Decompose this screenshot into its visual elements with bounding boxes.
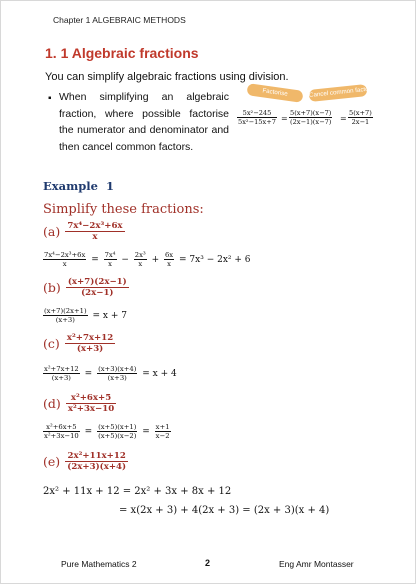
factorise-label: Factorise xyxy=(246,83,303,103)
factorise-diagram xyxy=(237,85,377,145)
bullet-text: When simplifying an algebraic fraction, where possible factorise the numerator and denominator and then cancel common factors. xyxy=(59,91,229,153)
part-b-working: $\frac{(x+7)(2x+1)}{(x+3)}$ = x + 7 xyxy=(44,307,127,324)
diagram-fraction-2: $\frac{5(x+7)(x-7)}{(2x-1)(x-7)}$ xyxy=(290,109,332,126)
diagram-equals: = xyxy=(281,114,288,123)
example-heading: Example 1 xyxy=(43,179,114,193)
section-title: 1. 1 Algebraic fractions xyxy=(45,45,199,61)
cancel-factor-label: Cancel common factor xyxy=(309,84,368,102)
part-a-question: (a) $\frac{\text{7x⁴−2x³+6x}}{x}$ xyxy=(43,221,123,242)
part-b-question: (b) $\frac{(x+7)(2x-1)}{(2x-1)}$ xyxy=(43,277,127,298)
bullet-icon: ▪ xyxy=(48,93,52,104)
part-c-working: $\frac{\text{x²+7x+12}}{(x+3)}$ = $\frac{(x+3)(x+4)}{(x+3)}$ = x + 4 xyxy=(44,365,177,382)
part-d-working: $\frac{\text{x²+6x+5}}{\text{x²+3x−10}}$ = $\frac{(x+5)(x+1)}{(x+5)(x-2)}$ = $\frac{x+1}{x-2}$ xyxy=(44,423,170,440)
chapter-header: Chapter 1 ALGEBRAIC METHODS xyxy=(53,15,186,25)
part-a-working: $\frac{\text{7x⁴−2x³+6x}}{x}$ = $\frac{\text{7x⁴}}{x}$ − $\frac{\text{2x³}}{x}$ + $\frac{6x}{x}$ = 7x³ − 2x² + 6 xyxy=(44,251,251,268)
intro-text: You can simplify algebraic fractions using division. xyxy=(45,71,289,83)
part-c-question: (c) $\frac{\text{x²+7x+12}}{(x+3)}$ xyxy=(43,333,114,354)
task-text: Simplify these fractions: xyxy=(43,202,204,217)
footer-author: Eng Amr Montasser xyxy=(279,559,354,569)
footer-page-number: 2 xyxy=(205,558,211,568)
part-e-working-line-2: = x(2x + 3) + 4(2x + 3) = (2x + 3)(x + 4) xyxy=(119,505,330,516)
diagram-fraction-1: $\frac{\text{5x²−245}}{\text{5x²−15x+7}}$ xyxy=(238,109,276,126)
part-e-working-line-1: 2x² + 11x + 12 = 2x² + 3x + 8x + 12 xyxy=(43,486,232,497)
part-e-question: (e) $\frac{\text{2x²+11x+12}}{(2x+3)(x+4)}$ xyxy=(43,451,127,472)
diagram-equals: = xyxy=(340,114,347,123)
diagram-fraction-3: $\frac{5(x+7)}{2x-1}$ xyxy=(349,109,372,126)
footer-book-title: Pure Mathematics 2 xyxy=(61,559,137,569)
part-d-question: (d) $\frac{\text{x²+6x+5}}{\text{x²+3x−10}}$ xyxy=(43,393,115,414)
